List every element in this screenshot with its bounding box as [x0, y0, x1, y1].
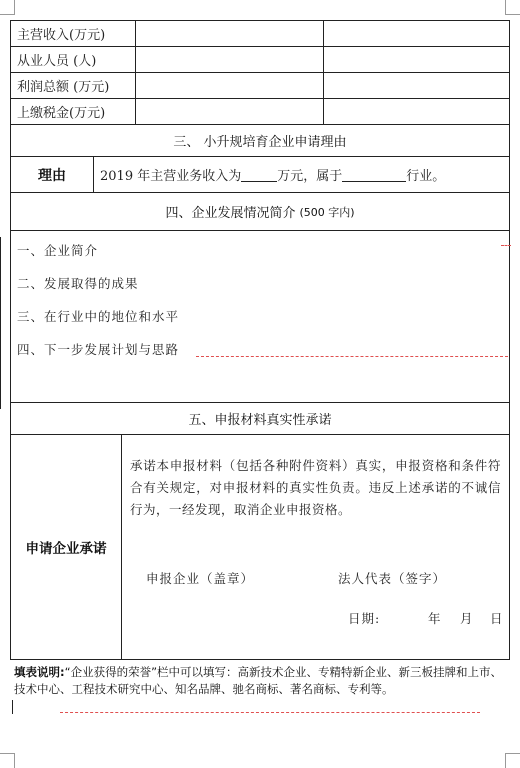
reason-suffix: 行业。	[406, 169, 446, 184]
section-header	[11, 403, 509, 435]
cursor-caret	[12, 700, 13, 714]
date-label: 日期:	[348, 611, 381, 626]
pledge-cell	[121, 435, 509, 659]
section-header	[11, 125, 509, 157]
reason-prefix: 2019 年主营业务收入为	[100, 169, 242, 184]
intro-item: 一、企业简介	[17, 243, 99, 258]
date-year: 年	[428, 611, 442, 626]
value-cell[interactable]	[135, 99, 323, 124]
crop-mark-bottom-right	[505, 753, 520, 768]
reason-text	[93, 157, 509, 192]
section-title: 五、申报材料真实性承诺	[188, 413, 332, 428]
stats-label: 从业人员 (人)	[17, 54, 97, 69]
pledge-text: 承诺本申报材料（包括各种附件资料）真实，申报资格和条件符合有关规定，对申报材料的真实性负责。违反上述承诺的不诚信行为，一经发现，取消企业申报资格。	[130, 458, 501, 517]
revision-mark	[196, 356, 508, 357]
value-cell[interactable]	[135, 21, 323, 46]
table-row	[11, 99, 509, 125]
revision-mark	[501, 245, 511, 246]
legal-rep-sign-label: 法人代表（签字）	[338, 571, 447, 586]
applicant-seal-label: 申报企业（盖章）	[146, 571, 255, 586]
fill-instructions	[14, 664, 506, 698]
crop-mark-bottom-left	[0, 753, 15, 768]
stats-label: 上缴税金(万元)	[17, 106, 106, 121]
row-label	[11, 21, 135, 46]
section-header	[11, 193, 509, 231]
intro-item: 二、发展取得的成果	[17, 276, 139, 291]
value-cell[interactable]	[135, 73, 323, 98]
table-row	[11, 21, 509, 47]
crop-mark-top-right	[505, 0, 520, 15]
fill-instructions-label: 填表说明:	[14, 665, 65, 679]
application-form-table	[10, 20, 510, 660]
crop-mark-top-left	[0, 0, 15, 15]
fill-instructions-text: “企业获得的荣誉”栏中可以填写：高新技术企业、专精特新企业、新三板挂牌和上市、技术中心、工程技术研究中心、知名品牌、驰名商标、著名商标、专利等。	[14, 665, 503, 696]
industry-blank[interactable]	[342, 168, 406, 182]
pledge-row	[11, 435, 509, 659]
section-title-text: 四、企业发展情况简介	[165, 206, 296, 221]
stats-label: 利润总额 (万元)	[17, 80, 110, 95]
pledge-label: 申请企业承诺	[25, 541, 107, 557]
revenue-blank[interactable]	[241, 168, 277, 182]
value-cell[interactable]	[323, 47, 509, 72]
stats-label: 主营收入(万元)	[17, 28, 106, 43]
reason-label: 理由	[38, 167, 66, 184]
value-cell[interactable]	[323, 73, 509, 98]
row-label	[11, 47, 135, 72]
value-cell[interactable]	[323, 21, 509, 46]
intro-item: 三、在行业中的地位和水平	[17, 309, 180, 324]
reason-row	[11, 157, 509, 193]
row-label	[11, 99, 135, 124]
margin-bar	[0, 237, 1, 409]
reason-mid: 万元，属于	[277, 169, 343, 184]
development-intro-area[interactable]	[11, 231, 509, 403]
section-title: 三、 小升规培育企业申请理由	[173, 135, 347, 150]
row-label	[11, 73, 135, 98]
table-row	[11, 47, 509, 73]
date-day: 日	[490, 611, 504, 626]
section-title	[11, 193, 509, 230]
value-cell[interactable]	[323, 99, 509, 124]
table-row	[11, 73, 509, 99]
intro-item: 四、下一步发展计划与思路	[17, 342, 180, 357]
revision-mark	[60, 712, 480, 713]
date-month: 月	[460, 611, 474, 626]
value-cell[interactable]	[135, 47, 323, 72]
section-title-note: (500 字内)	[299, 205, 355, 219]
